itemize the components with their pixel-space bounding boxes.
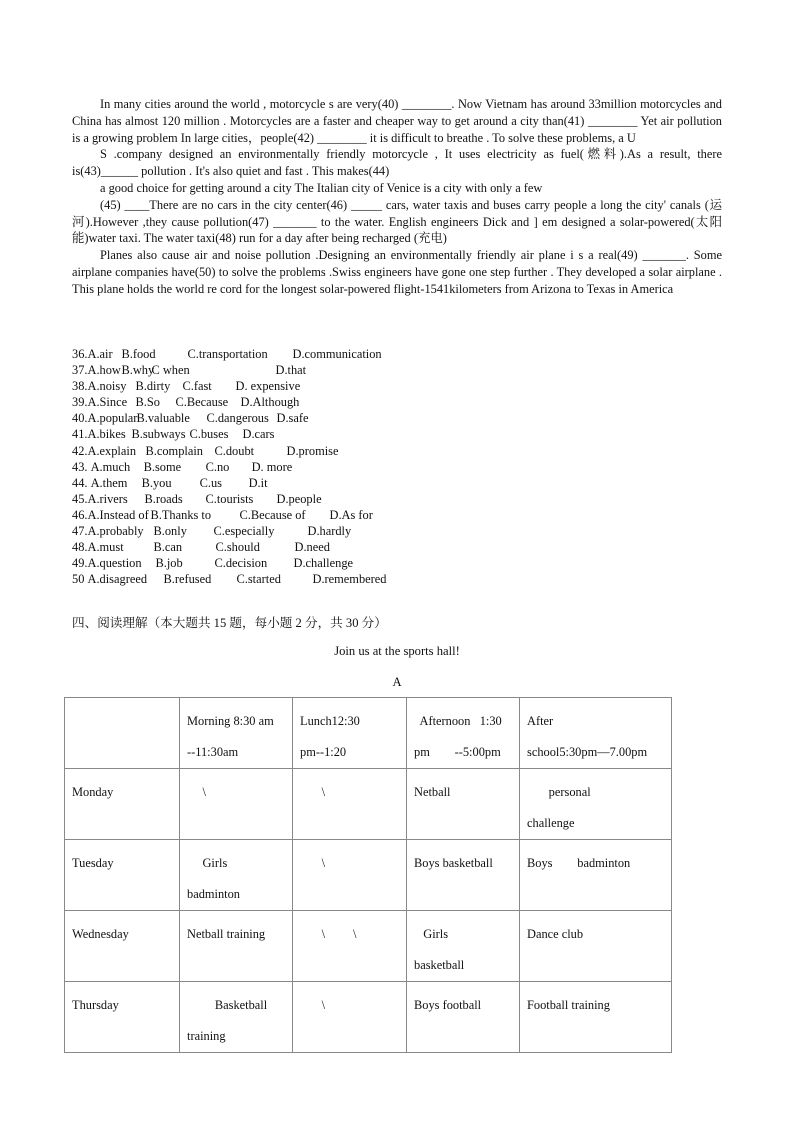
activity-cell xyxy=(293,769,407,840)
option-b: B.can xyxy=(153,540,183,555)
option-b: B.So xyxy=(135,395,160,410)
reading-heading-text: Join us at the sports hall! xyxy=(334,644,460,658)
activity-cell xyxy=(520,911,672,982)
cell-text-line: Dance club xyxy=(527,927,584,941)
option-d: D.As for xyxy=(329,507,373,522)
option-a: A.rivers xyxy=(87,491,128,506)
cell-text-line: \ xyxy=(300,998,326,1012)
day-label: Thursday xyxy=(72,998,119,1012)
passage-paragraph-1: In many cities around the world , motorcycle s are very(40) ________. Now Vietnam has around 33million motorcycles and China has almost 120 million . Motorcycles are a faster and cheaper way to get around a city than(41) ________ Yet air pollution is a growing problem In large cities，people(42) ________ it is difficult to breathe . To solve these problems, a U xyxy=(72,97,722,145)
option-c: C.tourists xyxy=(205,491,254,506)
question-options-row xyxy=(72,346,472,362)
question-options-row xyxy=(72,394,472,410)
cell-text-line: Morning 8:30 am xyxy=(187,714,274,728)
option-b: B.you xyxy=(141,475,172,490)
cell-text-line: \ xyxy=(300,785,326,799)
option-c: C.transportation xyxy=(187,347,268,361)
option-c: C.Because of xyxy=(239,507,306,522)
option-d: D.Although xyxy=(240,395,300,410)
cell-text-line: school5:30pm—7.00pm xyxy=(527,745,648,759)
option-d: D.that xyxy=(275,363,307,378)
option-a: A.bikes xyxy=(87,427,126,442)
activity-cell xyxy=(520,982,672,1053)
cell-text-line: Afternoon 1:30 xyxy=(414,714,502,728)
cloze-passage xyxy=(72,96,722,298)
option-c: C.doubt xyxy=(214,443,255,458)
option-d: D.it xyxy=(248,475,268,490)
cell-text-line: Girls xyxy=(187,856,228,870)
cell-text-line: Lunch12:30 xyxy=(300,714,360,728)
option-a: A.question xyxy=(87,556,142,571)
question-options-row xyxy=(72,410,472,426)
cell-text-line: training xyxy=(187,1029,226,1043)
question-options-row xyxy=(72,555,472,571)
question-number: 43. xyxy=(72,459,91,474)
cell-text-line: --11:30am xyxy=(187,745,239,759)
day-label: Monday xyxy=(72,785,114,799)
cell-text-line: personal xyxy=(527,785,591,799)
section-title: 四、阅读理解（本大题共 15 题，每小题 2 分，共 30 分） xyxy=(72,616,387,630)
option-c: C.us xyxy=(199,475,222,490)
option-a: A.disagreed xyxy=(87,572,148,587)
question-number: 50 xyxy=(72,572,88,587)
option-c: C.decision xyxy=(214,556,268,571)
question-options-row xyxy=(72,475,472,491)
activity-cell xyxy=(520,769,672,840)
option-b: B.some xyxy=(143,459,182,474)
table-row xyxy=(65,769,672,840)
cell-text-line: Netball training xyxy=(187,927,266,941)
question-options-row xyxy=(72,443,472,459)
option-d: D.remembered xyxy=(312,572,387,587)
question-number: 38. xyxy=(72,379,88,394)
option-d: D.hardly xyxy=(307,524,352,539)
option-d: D.challenge xyxy=(293,556,354,571)
cell-text-line: badminton xyxy=(187,887,240,901)
option-c: C.buses xyxy=(189,427,229,442)
option-b: B.job xyxy=(155,556,183,571)
cell-text-line: challenge xyxy=(527,816,575,830)
activity-cell xyxy=(180,769,293,840)
cell-text-line: pm --5:00pm xyxy=(414,745,501,759)
activity-cell xyxy=(180,911,293,982)
activity-cell xyxy=(180,982,293,1053)
day-cell xyxy=(65,911,180,982)
activity-cell xyxy=(407,982,520,1053)
passage-paragraph-5: Planes also cause air and noise pollution .Designing an environmentally friendly air plane i s a real(49) _______. Some airplane companies have(50) to solve the problems .Swiss engineers have gone one step further . They developed a solar airplane . This plane holds the world re cord for the longest solar-powered flight-1541kilometers from Arizona to Texas in America xyxy=(72,248,722,296)
question-number: 46. xyxy=(72,507,88,522)
table-header-cell xyxy=(180,698,293,769)
activity-cell xyxy=(407,911,520,982)
cell-text-line: Girls xyxy=(414,927,449,941)
option-c: C.fast xyxy=(182,379,212,394)
option-d: D.safe xyxy=(276,411,309,426)
table-row xyxy=(65,982,672,1053)
question-number: 49. xyxy=(72,556,88,571)
option-b: B.complain xyxy=(145,443,203,458)
option-a: A.air xyxy=(87,347,113,361)
option-a: A.much xyxy=(90,459,131,474)
option-a: A.Since xyxy=(87,395,128,410)
option-c: C.especially xyxy=(213,524,275,539)
option-d: D. more xyxy=(251,459,293,474)
question-number: 37. xyxy=(72,363,88,378)
question-number: 42. xyxy=(72,443,88,458)
option-a: A.probably xyxy=(87,524,144,539)
option-b: B.subways xyxy=(131,427,186,442)
question-number: 41. xyxy=(72,427,88,442)
answer-options-list xyxy=(72,346,472,587)
day-cell xyxy=(65,769,180,840)
question-number: 45. xyxy=(72,491,88,506)
cell-text-line: \ xyxy=(300,856,326,870)
option-a: A.how xyxy=(87,363,121,378)
option-d: D. expensive xyxy=(235,379,301,394)
question-options-row xyxy=(72,362,472,378)
option-a: A.noisy xyxy=(87,379,127,394)
question-number: 36. xyxy=(72,347,88,361)
option-d: D.promise xyxy=(286,443,339,458)
day-cell xyxy=(65,840,180,911)
option-b: B.why xyxy=(121,363,155,378)
question-options-row xyxy=(72,459,472,475)
question-options-row xyxy=(72,523,472,539)
cell-text-line: After xyxy=(527,714,554,728)
option-b: B.only xyxy=(153,524,187,539)
option-a: A.Instead of xyxy=(87,507,149,522)
option-b: B.refused xyxy=(163,572,212,587)
table-header-cell xyxy=(520,698,672,769)
question-number: 44. xyxy=(72,475,91,490)
option-c: C.should xyxy=(215,540,260,555)
option-a: A.popular xyxy=(87,411,138,426)
day-label: Wednesday xyxy=(72,927,129,941)
option-a: A.them xyxy=(90,475,128,490)
activity-cell xyxy=(407,840,520,911)
activity-cell xyxy=(180,840,293,911)
cell-text-line: basketball xyxy=(414,958,465,972)
activity-cell xyxy=(520,840,672,911)
option-d: D.communication xyxy=(292,347,382,361)
option-c: C.started xyxy=(236,572,281,587)
cell-text-line: \ xyxy=(187,785,206,799)
option-c: C when xyxy=(151,363,190,378)
activity-cell xyxy=(293,911,407,982)
table-header-row xyxy=(65,698,672,769)
question-options-row xyxy=(72,507,472,523)
question-options-row xyxy=(72,491,472,507)
cell-text-line: Football training xyxy=(527,998,610,1012)
cell-text-line: pm--1:20 xyxy=(300,745,347,759)
activity-cell xyxy=(293,982,407,1053)
table-header-cell xyxy=(65,698,180,769)
option-b: B.Thanks to xyxy=(150,507,212,522)
question-number: 39. xyxy=(72,395,88,410)
cell-text-line: Basketball xyxy=(187,998,268,1012)
question-options-row xyxy=(72,571,472,587)
activity-cell xyxy=(293,840,407,911)
option-a: A.must xyxy=(87,540,124,555)
table-header-cell xyxy=(407,698,520,769)
table-row xyxy=(65,840,672,911)
option-d: D.people xyxy=(276,491,322,506)
passage-paragraph-3: a good choice for getting around a city The Italian city of Venice is a city with only a few xyxy=(100,180,543,195)
option-b: B.food xyxy=(121,347,156,361)
question-options-row xyxy=(72,539,472,555)
cell-text-line: Boys badminton xyxy=(527,856,631,870)
option-b: B.valuable xyxy=(136,411,190,426)
passage-letter: A xyxy=(392,675,402,689)
question-number: 40. xyxy=(72,411,88,426)
sports-schedule-table xyxy=(64,697,672,1053)
cell-text-line: Netball xyxy=(414,785,451,799)
cell-text-line: \ \ xyxy=(300,927,357,941)
cell-text-line: Boys basketball xyxy=(414,856,493,870)
passage-paragraph-4: (45) ____There are no cars in the city center(46) _____ cars, water taxis and buses carry people a long the city' canals (运河).However ,they cause pollution(47) _______ to the water. English engineers Dick and ] em designed a solar-powered(太阳能)water taxi. The water taxi(48) run for a day after being recharged (充电) xyxy=(72,197,722,246)
option-c: C.dangerous xyxy=(206,411,269,426)
cell-text-line: Boys football xyxy=(414,998,482,1012)
question-options-row xyxy=(72,378,472,394)
option-c: C.no xyxy=(205,459,230,474)
table-header-cell xyxy=(293,698,407,769)
option-d: D.need xyxy=(294,540,330,555)
question-number: 47. xyxy=(72,524,88,539)
passage-paragraph-2: S .company designed an environmentally friendly motorcycle , It uses electricity as fuel(燃料).As a result, there is(43)______ pollution . It's also quiet and fast . This makes(44) xyxy=(72,147,722,179)
table-row xyxy=(65,911,672,982)
reading-heading xyxy=(0,644,794,659)
option-b: B.dirty xyxy=(135,379,171,394)
question-options-row xyxy=(72,426,472,442)
option-c: C.Because xyxy=(175,395,229,410)
day-cell xyxy=(65,982,180,1053)
activity-cell xyxy=(407,769,520,840)
question-number: 48. xyxy=(72,540,88,555)
option-d: D.cars xyxy=(242,427,275,442)
option-b: B.roads xyxy=(144,491,183,506)
option-a: A.explain xyxy=(87,443,137,458)
day-label: Tuesday xyxy=(72,856,114,870)
